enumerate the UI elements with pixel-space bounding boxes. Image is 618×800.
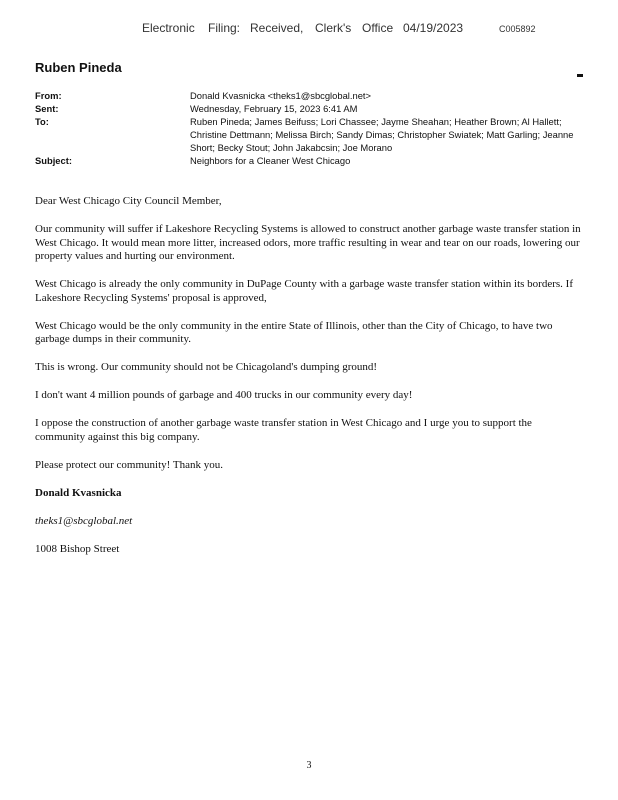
paragraph-2: West Chicago is already the only community in DuPage County with a garbage waste transfer station within its borders. If Lakeshore Recycling Systems' proposal is approved,: [35, 278, 573, 304]
stamp-filing: Filing:: [208, 21, 241, 35]
stamp-received: Received,: [250, 21, 304, 35]
sent-label: Sent:: [35, 103, 59, 114]
stamp-electronic: Electronic: [142, 21, 195, 35]
subject-value: Neighbors for a Cleaner West Chicago: [190, 155, 351, 166]
sender-name: Ruben Pineda: [35, 60, 122, 75]
salutation: Dear West Chicago City Council Member,: [35, 195, 222, 207]
to-label: To:: [35, 116, 49, 127]
signature-address: 1008 Bishop Street: [35, 542, 120, 555]
signature-email: theks1@sbcglobal.net: [35, 514, 133, 527]
paragraph-3: West Chicago would be the only community in the entire State of Illinois, other than the City of Chicago, to have two garbage dumps in their community.: [35, 319, 553, 346]
page-mark: [577, 74, 583, 77]
stamp-clerks: Clerk's: [315, 21, 352, 35]
stamp-code: C005892: [499, 24, 536, 34]
paragraph-1: Our community will suffer if Lakeshore Recycling Systems is allowed to construct another garbage waste transfer station in West Chicago. It would mean more litter, increased odors, more traffic resulting in wear and tear on our roads, lowering our property values and hurting our environment.: [35, 222, 581, 263]
stamp-office: Office: [362, 21, 394, 35]
paragraph-6: I oppose the construction of another garbage waste transfer station in West Chicago and I urge you to support the community against this big company.: [35, 417, 532, 443]
to-value: Ruben Pineda; James Beifuss; Lori Chassee; Jayme Sheahan; Heather Brown; Al Hallett; Christine Dettmann; Melissa Birch; Sandy Dimas; Christopher Swiatek; Matt Garling; Jeanne Short; Becky Stout; John Jakabcsin; Joe Morano: [190, 116, 574, 153]
stamp-date: 04/19/2023: [403, 21, 464, 35]
signature-name: Donald Kvasnicka: [35, 486, 122, 499]
sent-value: Wednesday, February 15, 2023 6:41 AM: [190, 103, 358, 114]
letter-body: [35, 195, 583, 571]
subject-label: Subject:: [35, 155, 72, 166]
paragraph-7: Please protect our community! Thank you.: [35, 458, 223, 471]
from-label: From:: [35, 90, 62, 101]
paragraph-4: This is wrong. Our community should not be Chicagoland's dumping ground!: [35, 361, 378, 374]
page-number: 3: [306, 760, 312, 771]
from-value: Donald Kvasnicka <theks1@sbcglobal.net>: [190, 90, 371, 101]
paragraph-5: I don't want 4 million pounds of garbage and 400 trucks in our community every day!: [35, 389, 413, 402]
filing-stamp: [0, 21, 618, 37]
